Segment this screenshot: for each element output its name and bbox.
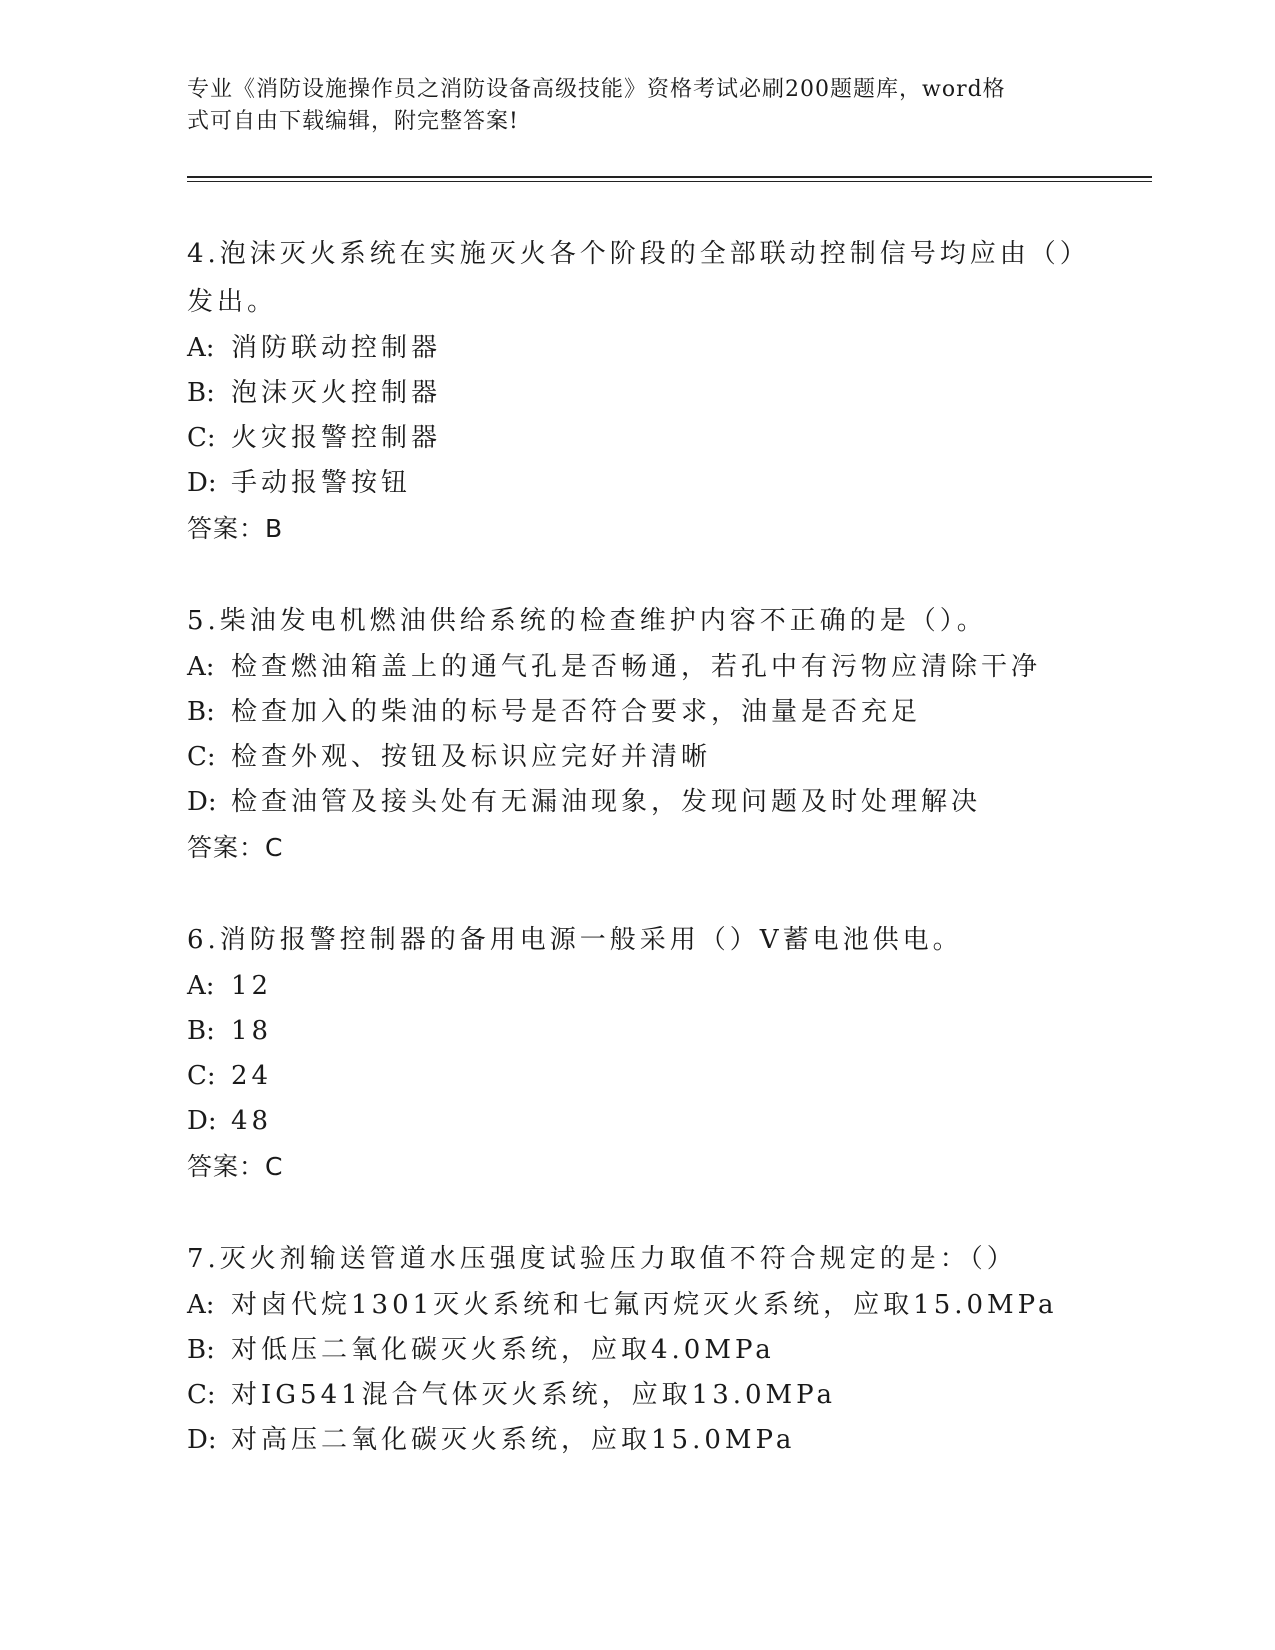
option-letter: D:	[187, 787, 217, 817]
option-text: 24	[231, 1061, 273, 1091]
option-c	[187, 1054, 1107, 1099]
option-text: 48	[231, 1106, 273, 1136]
option-text: 泡沫灭火控制器	[231, 378, 442, 408]
option-letter: C:	[187, 1380, 216, 1410]
question-7	[187, 1235, 1107, 1463]
answer-label: 答案：B	[187, 514, 284, 543]
option-letter: D:	[187, 1425, 217, 1455]
option-text: 对卤代烷1301灭火系统和七氟丙烷灭火系统，应取15.0MPa	[231, 1290, 1058, 1320]
option-letter: A:	[187, 333, 215, 363]
question-stem: 4.泡沫灭火系统在实施灭火各个阶段的全部联动控制信号均应由（）发出。	[187, 239, 1090, 317]
option-letter: B:	[187, 1335, 215, 1365]
option-b	[187, 1328, 1107, 1373]
option-d	[187, 780, 1107, 825]
option-b	[187, 371, 1107, 416]
option-text: 消防联动控制器	[231, 333, 442, 363]
option-letter: D:	[187, 468, 217, 498]
option-text: 对高压二氧化碳灭火系统，应取15.0MPa	[231, 1425, 796, 1455]
header-divider-thick	[187, 176, 1152, 178]
answer-label: 答案：C	[187, 833, 284, 862]
option-letter: C:	[187, 1061, 216, 1091]
option-d	[187, 1418, 1107, 1463]
option-text: 检查加入的柴油的标号是否符合要求，油量是否充足	[231, 697, 922, 727]
question-stem: 7.灭火剂输送管道水压强度试验压力取值不符合规定的是：（）	[187, 1244, 1017, 1274]
document-header	[187, 74, 1087, 138]
option-text: 对IG541混合气体灭火系统，应取13.0MPa	[231, 1380, 837, 1410]
option-text: 18	[231, 1016, 273, 1046]
option-text: 检查外观、按钮及标识应完好并清晰	[231, 742, 712, 772]
option-letter: A:	[187, 971, 215, 1001]
option-letter: D:	[187, 1106, 217, 1136]
option-c	[187, 735, 1107, 780]
option-text: 手动报警按钮	[231, 468, 412, 498]
header-line-1: 专业《消防设施操作员之消防设备高级技能》资格考试必刷200题题库，word格	[187, 77, 1006, 102]
question-6	[187, 916, 1107, 1190]
question-4	[187, 230, 1107, 552]
option-letter: C:	[187, 423, 216, 453]
option-a	[187, 964, 1107, 1009]
option-a	[187, 1283, 1107, 1328]
option-letter: B:	[187, 378, 215, 408]
answer-label: 答案：C	[187, 1152, 284, 1181]
option-letter: A:	[187, 1290, 215, 1320]
question-5	[187, 597, 1107, 871]
option-text: 12	[231, 971, 273, 1001]
option-text: 检查油管及接头处有无漏油现象，发现问题及时处理解决	[231, 787, 982, 817]
option-text: 火灾报警控制器	[231, 423, 442, 453]
option-letter: A:	[187, 652, 215, 682]
header-line-2: 式可自由下载编辑，附完整答案!	[187, 109, 519, 134]
option-a	[187, 326, 1107, 371]
question-stem: 5.柴油发电机燃油供给系统的检查维护内容不正确的是（）。	[187, 606, 987, 636]
option-letter: B:	[187, 1016, 215, 1046]
option-d	[187, 461, 1107, 506]
header-divider-thin	[187, 181, 1152, 182]
option-d	[187, 1099, 1107, 1144]
option-a	[187, 645, 1107, 690]
question-stem: 6.消防报警控制器的备用电源一般采用（）V蓄电池供电。	[187, 925, 963, 955]
option-c	[187, 416, 1107, 461]
option-c	[187, 1373, 1107, 1418]
option-b	[187, 690, 1107, 735]
option-text: 检查燃油箱盖上的通气孔是否畅通，若孔中有污物应清除干净	[231, 652, 1042, 682]
option-text: 对低压二氧化碳灭火系统，应取4.0MPa	[231, 1335, 775, 1365]
option-letter: C:	[187, 742, 216, 772]
option-letter: B:	[187, 697, 215, 727]
option-b	[187, 1009, 1107, 1054]
